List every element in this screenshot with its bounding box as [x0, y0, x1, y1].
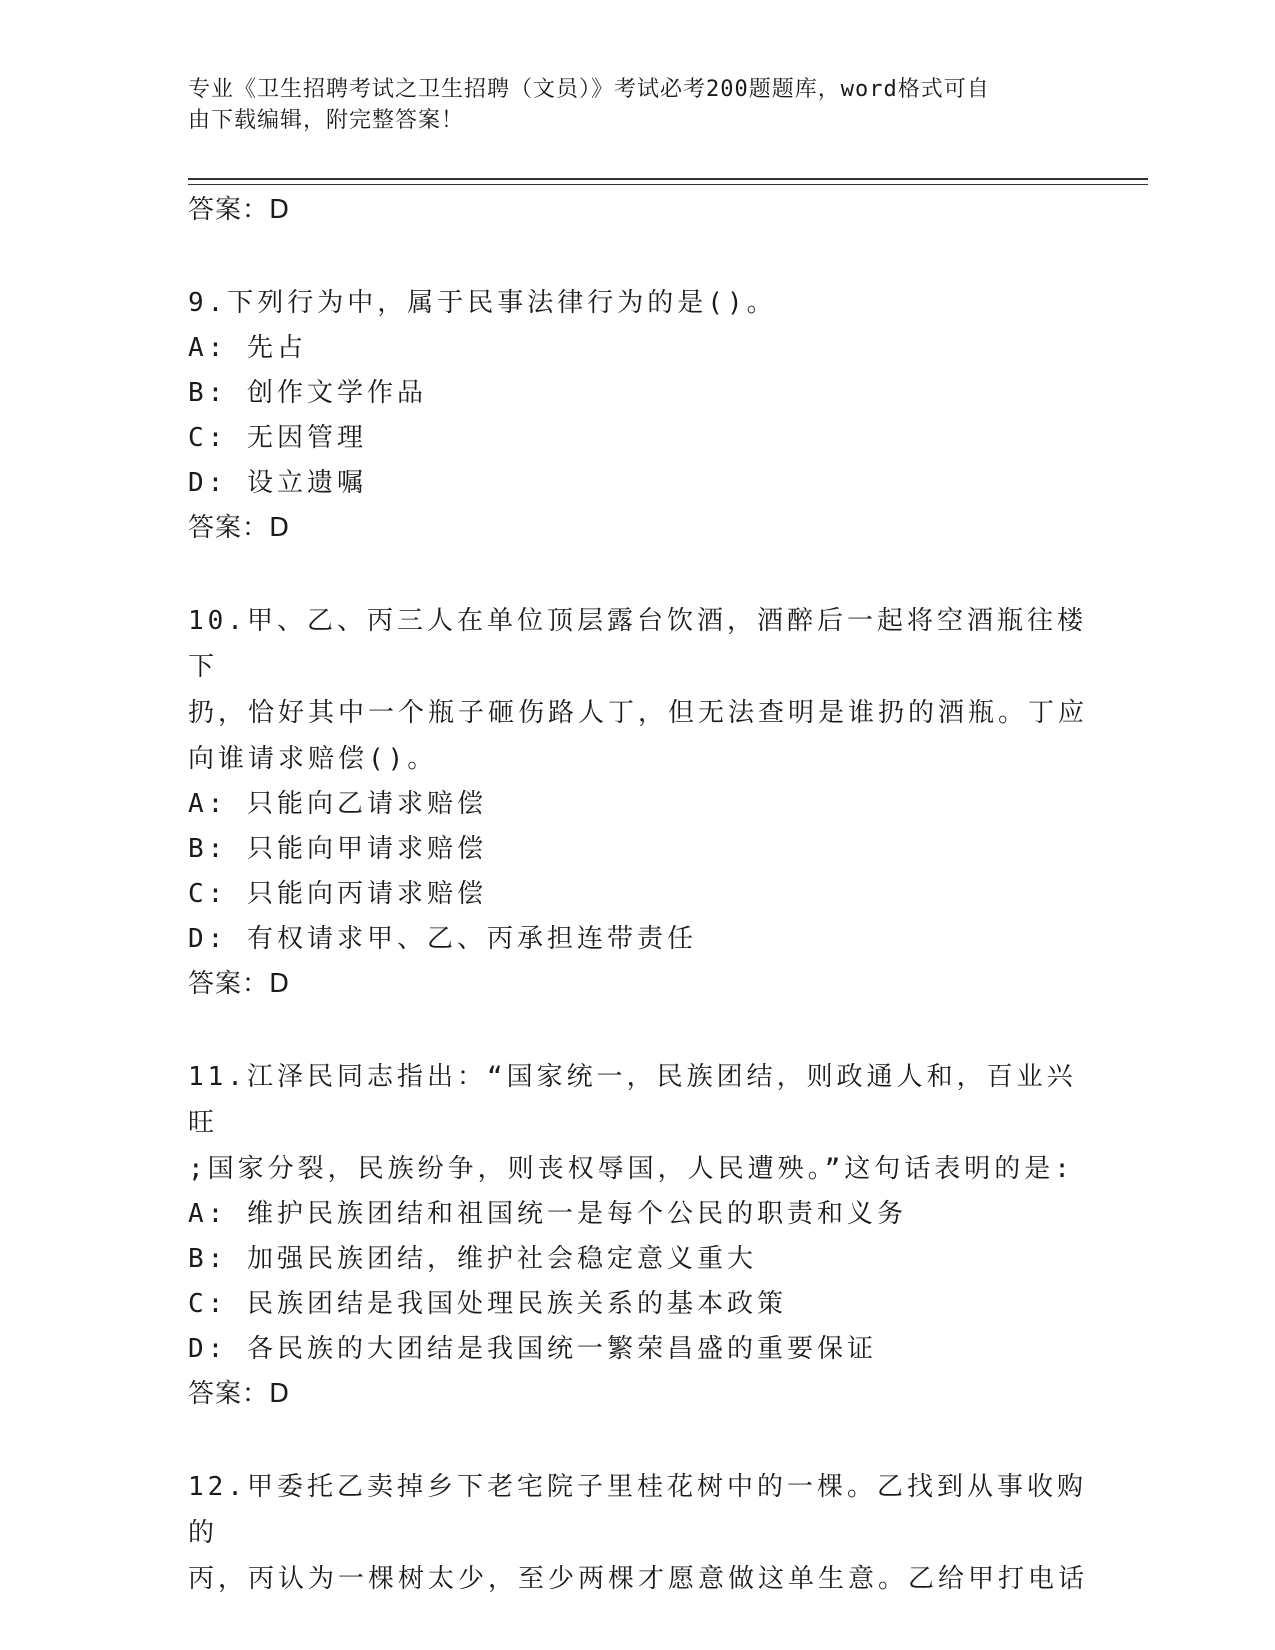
question-stem: 11.江泽民同志指出：“国家统一，民族团结，则政通人和，百业兴旺 [188, 1062, 1077, 1138]
header-line-1: 专业《卫生招聘考试之卫生招聘（文员）》考试必考200题题库，word格式可自 [188, 77, 990, 102]
question-stem: 10.甲、乙、丙三人在单位顶层露台饮酒，酒醉后一起将空酒瓶往楼下 [188, 606, 1087, 682]
option-b: B: 加强民族团结，维护社会稳定意义重大 [188, 1244, 757, 1274]
option-a: A: 先占 [188, 333, 307, 363]
question-stem: 扔，恰好其中一个瓶子砸伤路人丁，但无法查明是谁扔的酒瓶。丁应 [188, 698, 1089, 728]
option-b: B: 只能向甲请求赔偿 [188, 834, 487, 864]
question-stem: 向谁请求赔偿()。 [188, 744, 438, 774]
document-body [188, 188, 1088, 1602]
question-11 [188, 1054, 1088, 1416]
answer-label: 答案：D [188, 513, 291, 543]
question-10 [188, 598, 1088, 1006]
previous-answer: 答案：D [188, 195, 291, 225]
option-d: D: 设立遗嘱 [188, 468, 367, 498]
question-stem: 9.下列行为中，属于民事法律行为的是()。 [188, 288, 777, 318]
question-9 [188, 280, 1088, 550]
header-divider-thin [188, 184, 1148, 185]
question-stem: ;国家分裂，民族纷争，则丧权辱国，人民遭殃。”这句话表明的是: [188, 1154, 1074, 1184]
option-c: C: 只能向丙请求赔偿 [188, 879, 487, 909]
option-a: A: 只能向乙请求赔偿 [188, 789, 487, 819]
option-c: C: 民族团结是我国处理民族关系的基本政策 [188, 1289, 787, 1319]
header-divider-thick [188, 178, 1148, 180]
page-header [188, 74, 1068, 136]
question-stem: 丙，丙认为一棵树太少，至少两棵才愿意做这单生意。乙给甲打电话 [188, 1564, 1089, 1594]
option-d: D: 有权请求甲、乙、丙承担连带责任 [188, 924, 697, 954]
question-12 [188, 1464, 1088, 1602]
question-stem: 12.甲委托乙卖掉乡下老宅院子里桂花树中的一棵。乙找到从事收购的 [188, 1472, 1087, 1548]
answer-label: 答案：D [188, 969, 291, 999]
option-b: B: 创作文学作品 [188, 378, 427, 408]
answer-label: 答案：D [188, 1379, 291, 1409]
header-line-2: 由下载编辑，附完整答案！ [188, 108, 465, 133]
option-a: A: 维护民族团结和祖国统一是每个公民的职责和义务 [188, 1199, 907, 1229]
option-c: C: 无因管理 [188, 423, 367, 453]
option-d: D: 各民族的大团结是我国统一繁荣昌盛的重要保证 [188, 1334, 877, 1364]
